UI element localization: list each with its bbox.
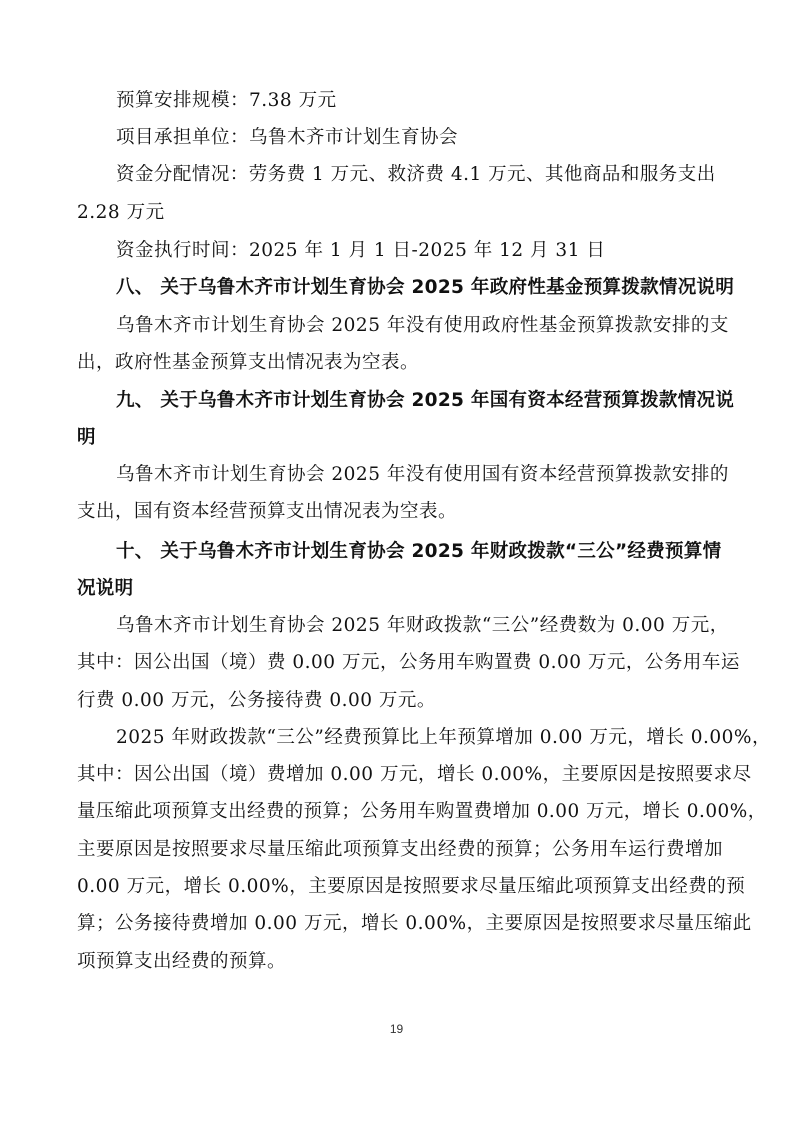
section-9-paragraph-line-1: 乌鲁木齐市计划生育协会 2025 年没有使用国有资本经营预算拨款安排的 [116,464,729,485]
section-10-paragraph-2-line-6: 算；公务接待费增加 0.00 万元，增长 0.00%，主要原因是按照要求尽量压缩此 [77,913,752,934]
section-10-paragraph-1-line-1: 乌鲁木齐市计划生育协会 2025 年财政拨款“三公”经费数为 0.00 万元， [116,615,729,636]
section-9-heading: 九、 关于乌鲁木齐市计划生育协会 2025 年国有资本经营预算拨款情况说 [116,390,735,411]
section-10-paragraph-2-line-2: 其中：因公出国（境）费增加 0.00 万元，增长 0.00%，主要原因是按照要求尽 [77,764,752,785]
execution-time-line: 资金执行时间：2025 年 1 月 1 日-2025 年 12 月 31 日 [116,240,606,261]
section-10-paragraph-2-line-1: 2025 年财政拨款“三公”经费预算比上年预算增加 0.00 万元，增长 0.00%， [116,727,771,748]
fund-allocation-line-cont: 2.28 万元 [77,202,165,223]
fund-allocation-line: 资金分配情况：劳务费 1 万元、救济费 4.1 万元、其他商品和服务支出 [116,164,716,185]
section-10-paragraph-1-line-3: 行费 0.00 万元，公务接待费 0.00 万元。 [77,690,436,711]
section-10-heading-cont: 况说明 [77,578,134,599]
section-9-paragraph-line-2: 支出，国有资本经营预算支出情况表为空表。 [77,501,458,522]
section-10-paragraph-2-line-7: 项预算支出经费的预算。 [77,951,287,972]
section-9-heading-cont: 明 [77,427,96,448]
section-8-paragraph-line-2: 出，政府性基金预算支出情况表为空表。 [77,352,420,373]
section-10-paragraph-2-line-3: 量压缩此项预算支出经费的预算；公务用车购置费增加 0.00 万元，增长 0.00%， [77,801,767,822]
section-10-paragraph-1-line-2: 其中：因公出国（境）费 0.00 万元，公务用车购置费 0.00 万元，公务用车运 [77,652,740,673]
project-unit-line: 项目承担单位：乌鲁木齐市计划生育协会 [116,127,459,148]
budget-scale-line: 预算安排规模：7.38 万元 [116,90,337,111]
section-10-paragraph-2-line-5: 0.00 万元，增长 0.00%，主要原因是按照要求尽量压缩此项预算支出经费的预 [77,876,746,897]
section-8-heading: 八、 关于乌鲁木齐市计划生育协会 2025 年政府性基金预算拨款情况说明 [116,277,735,298]
page-number: 19 [389,1022,404,1036]
section-8-paragraph-line-1: 乌鲁木齐市计划生育协会 2025 年没有使用政府性基金预算拨款安排的支 [116,315,729,336]
section-10-paragraph-2-line-4: 主要原因是按照要求尽量压缩此项预算支出经费的预算；公务用车运行费增加 [77,839,724,860]
section-10-heading: 十、 关于乌鲁木齐市计划生育协会 2025 年财政拨款“三公”经费预算情 [116,541,722,562]
